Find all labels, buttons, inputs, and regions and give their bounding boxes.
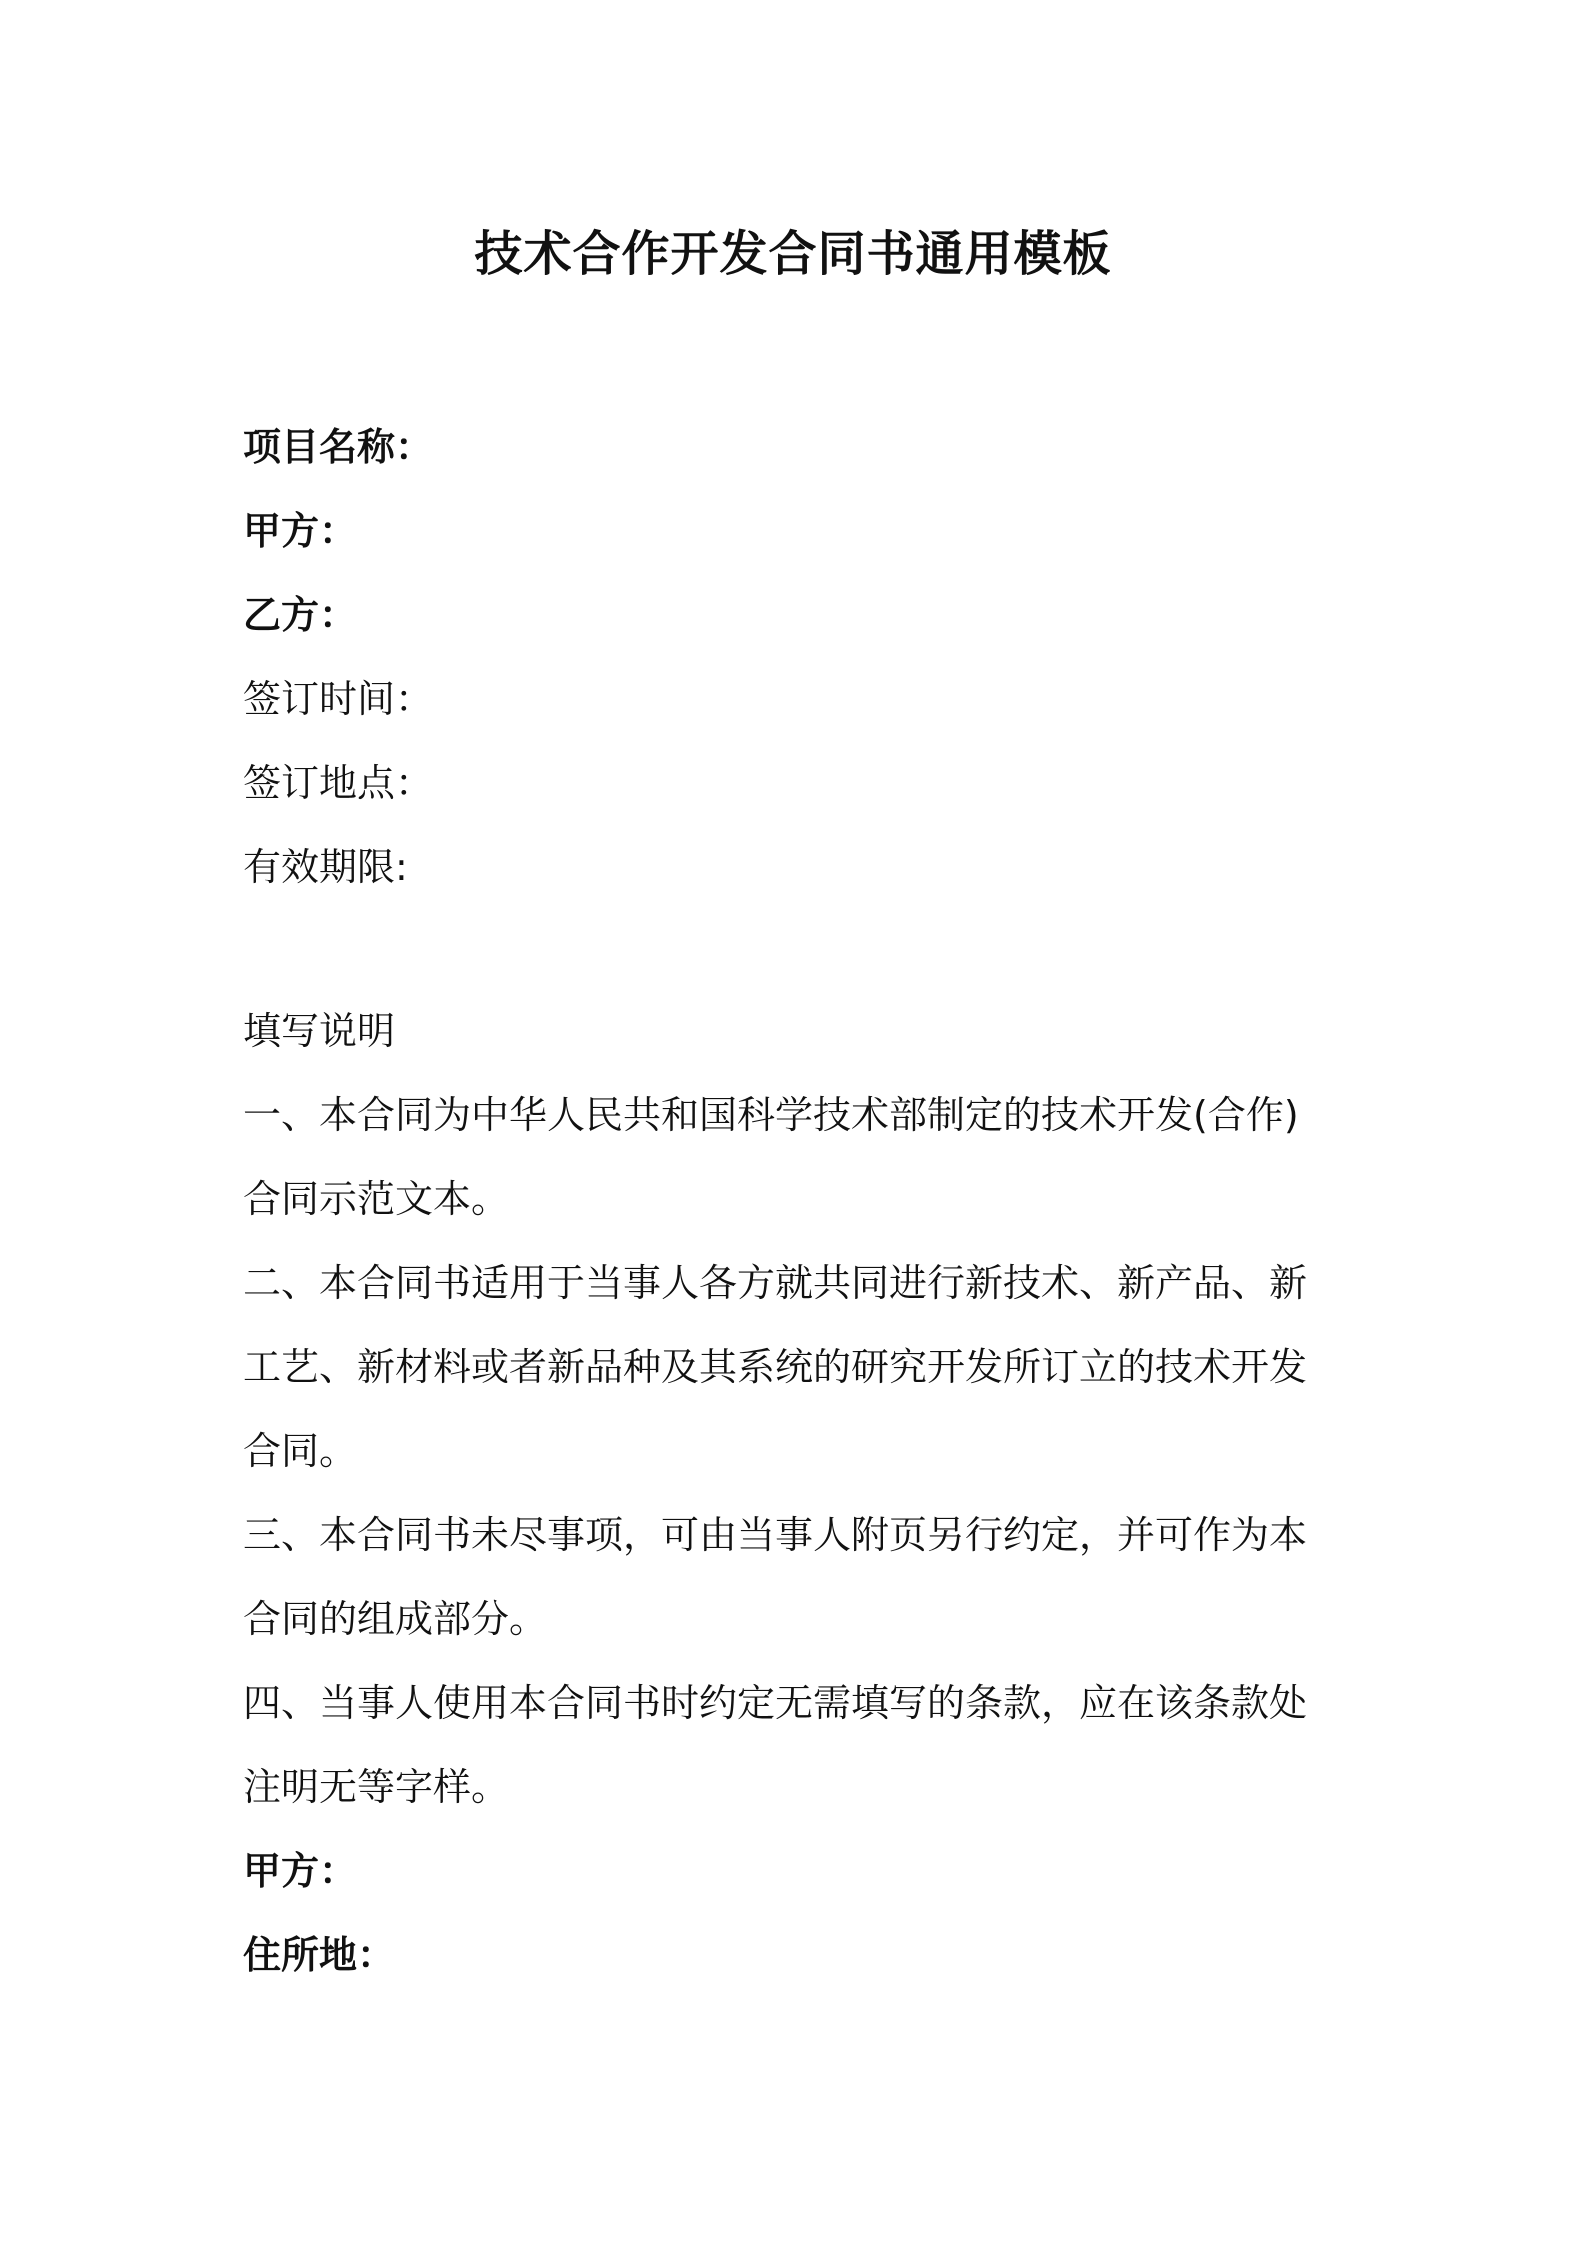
- party-fields: [243, 1829, 1353, 1997]
- field-signing-date: 签订时间：: [243, 677, 434, 721]
- field-party-a: 甲方：: [243, 509, 358, 553]
- instructions-heading: 填写说明: [243, 1009, 396, 1053]
- field-party-a-detail: 甲方：: [243, 1849, 358, 1893]
- section-spacer: [243, 909, 1353, 989]
- field-party-b: 乙方：: [243, 593, 358, 637]
- document-title: 技术合作开发合同书通用模板: [474, 226, 1112, 282]
- document-body: [243, 405, 1353, 1997]
- instructions-section: [243, 989, 1353, 1829]
- instruction-line: 四、当事人使用本合同书时约定无需填写的条款，应在该条款处: [243, 1681, 1308, 1725]
- field-signing-place: 签订地点：: [243, 761, 434, 805]
- instruction-line: 合同。: [243, 1429, 358, 1473]
- instruction-line: 一、本合同为中华人民共和国科学技术部制定的技术开发(合作): [243, 1093, 1299, 1137]
- instruction-line: 三、本合同书未尽事项，可由当事人附页另行约定，并可作为本: [243, 1513, 1308, 1557]
- field-project-name: 项目名称：: [243, 425, 434, 469]
- field-validity-period: 有效期限:: [243, 845, 408, 889]
- field-address: 住所地：: [243, 1933, 396, 1977]
- instruction-line: 注明无等字样。: [243, 1765, 510, 1809]
- instruction-line: 二、本合同书适用于当事人各方就共同进行新技术、新产品、新: [243, 1261, 1308, 1305]
- cover-fields: [243, 405, 1353, 909]
- instruction-line: 工艺、新材料或者新品种及其系统的研究开发所订立的技术开发: [243, 1345, 1308, 1389]
- instruction-line: 合同的组成部分。: [243, 1597, 548, 1641]
- instruction-line: 合同示范文本。: [243, 1177, 510, 1221]
